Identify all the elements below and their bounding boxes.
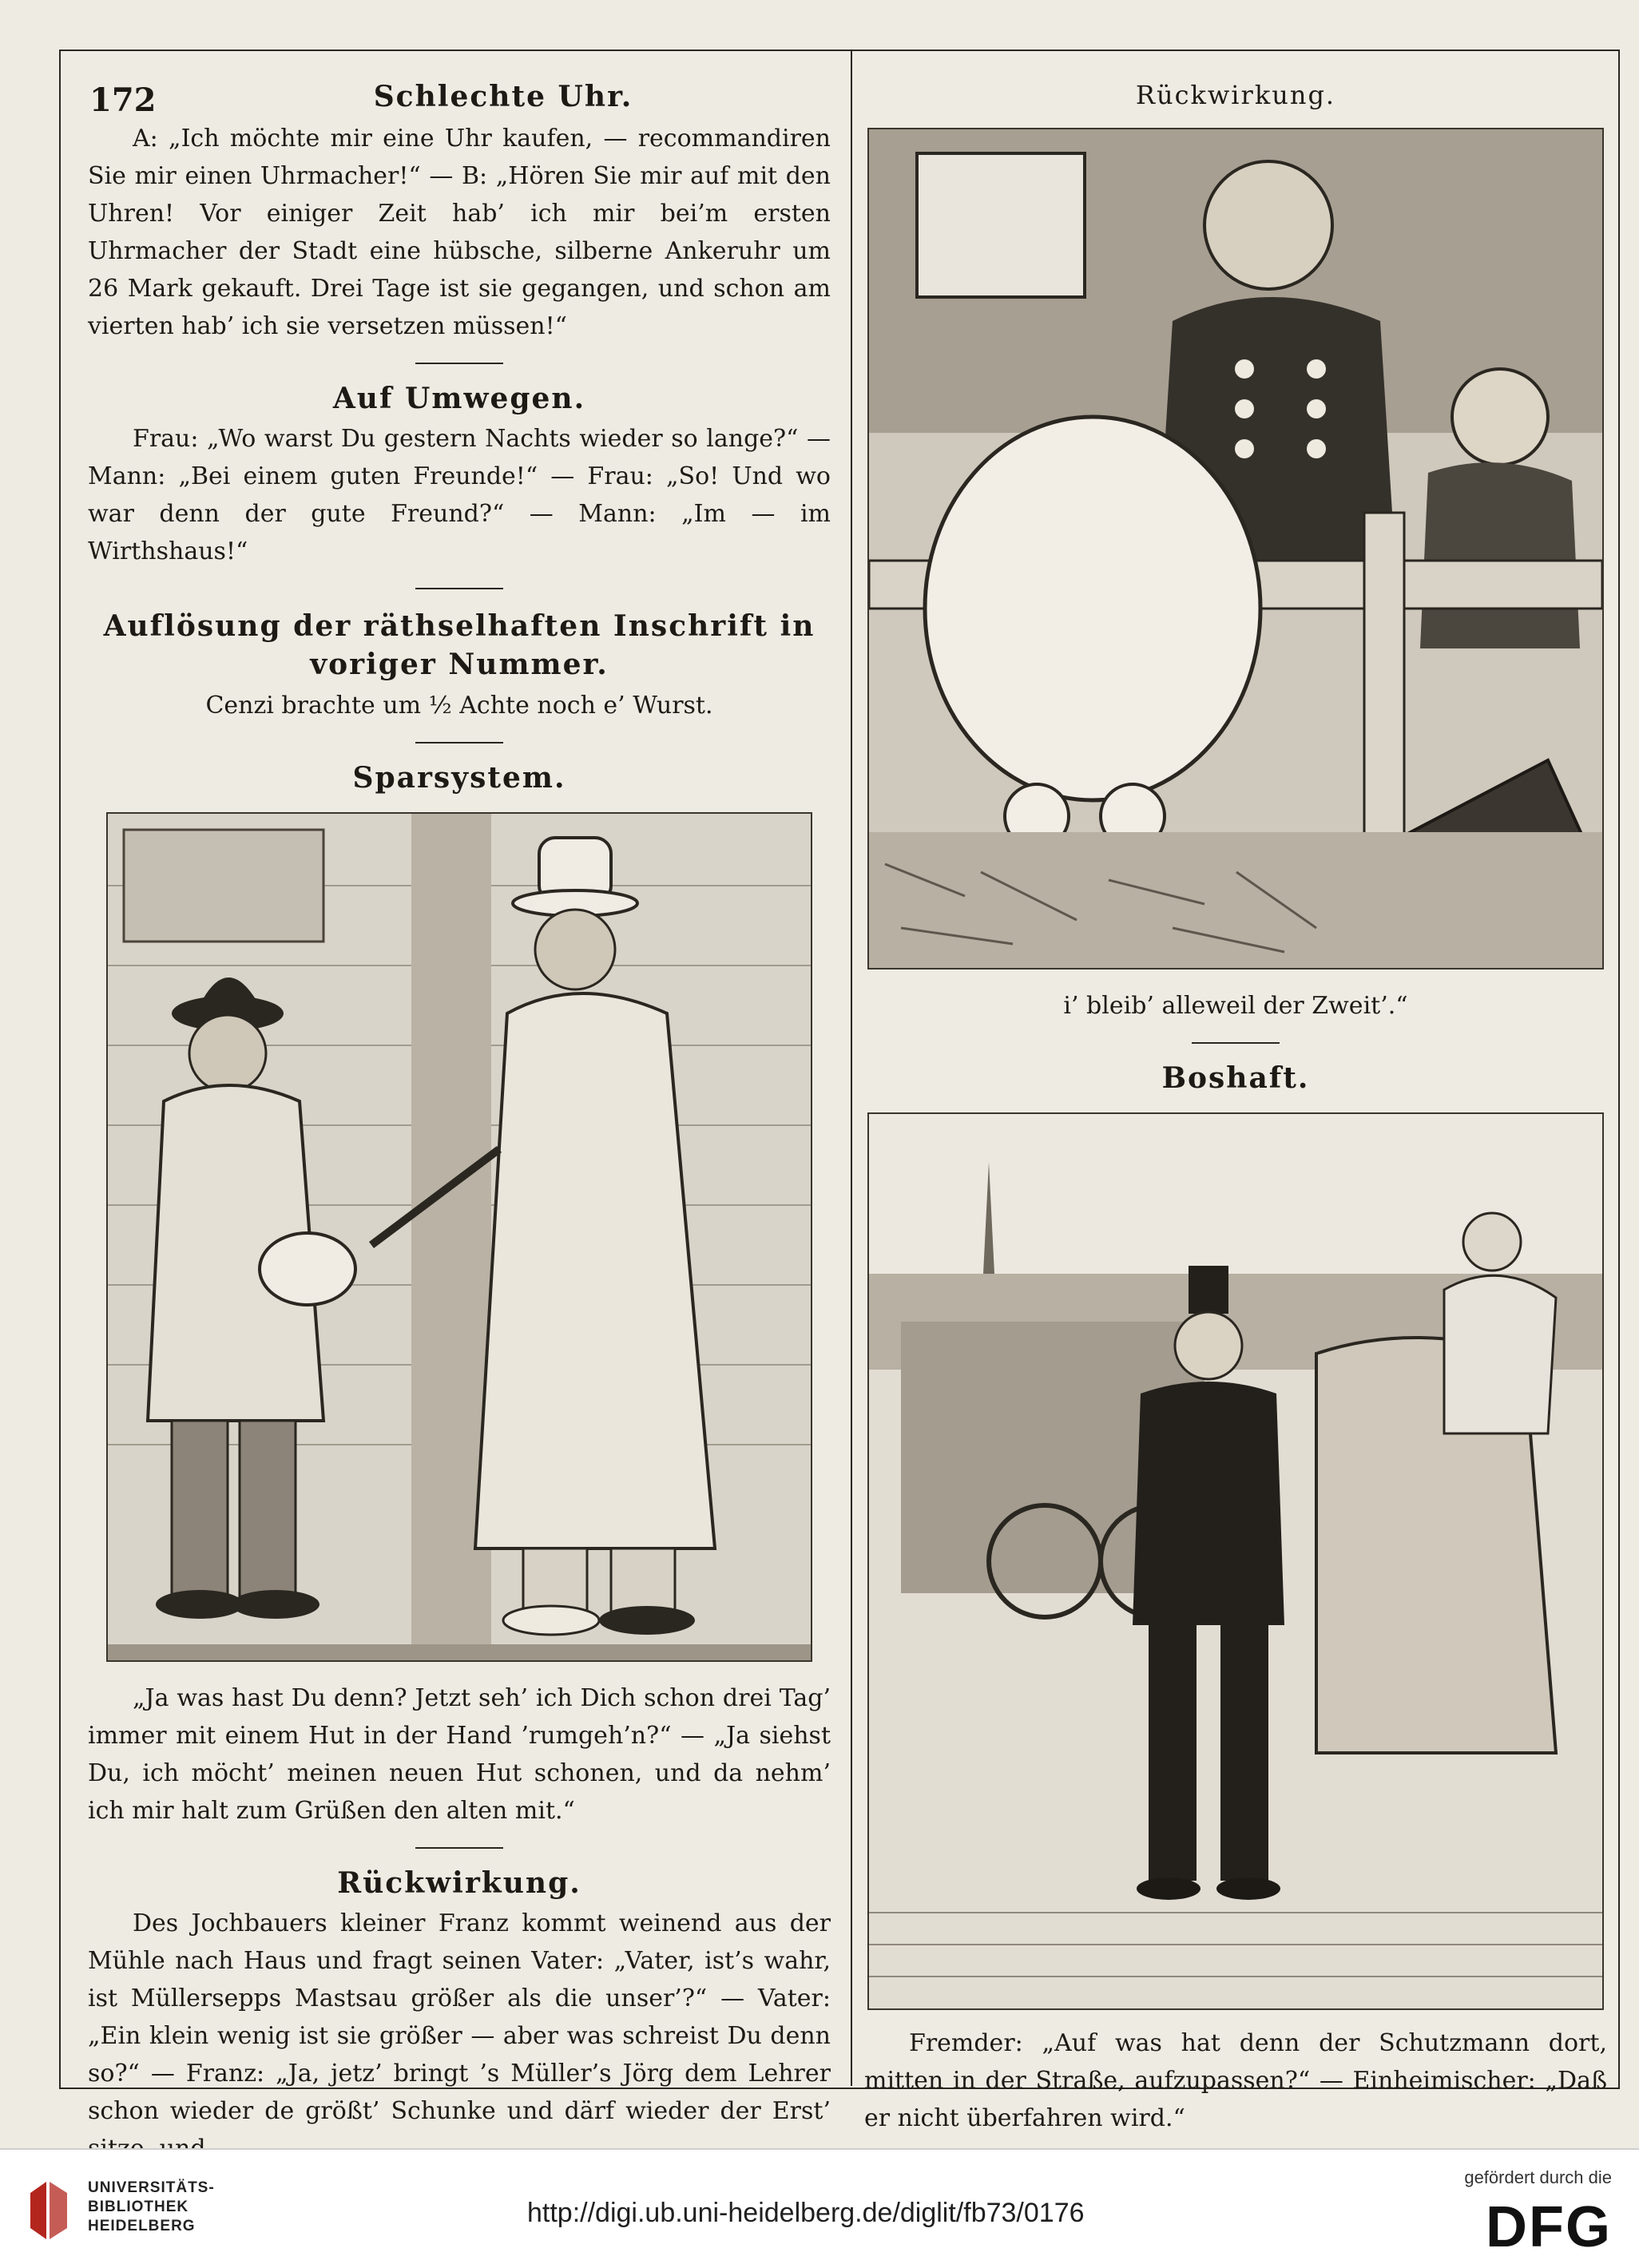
heading-rueckwirkung-left: Rückwirkung. xyxy=(337,1866,581,1900)
heading-boshaft: Boshaft. xyxy=(1161,1061,1310,1095)
heading-auf-umwegen: Auf Umwegen. xyxy=(332,382,586,415)
caption-boshaft: Fremder: „Auf was hat denn der Schutzmann dort, mitten in der Straße, aufzupassen?“ — Einheimischer: „Daß er nicht überfahren wird.“ xyxy=(864,2029,1607,2132)
separator xyxy=(415,363,503,364)
caption-sparsystem: „Ja was hast Du denn? Jetzt seh’ ich Dich schon drei Tag’ immer mit einem Hut in der Hand ’rumgeh’n?“ — „Ja siehst Du, ich möcht’ meinen neuen Hut schonen, und da nehm’ ich mir halt zum Grüßen den alten mit.“ xyxy=(88,1684,831,1825)
funding-caption: gefördert durch die xyxy=(1464,2167,1612,2187)
university-library-logo-icon xyxy=(22,2177,75,2244)
left-column xyxy=(88,80,831,2167)
heading-sparsystem: Sparsystem. xyxy=(352,761,566,795)
heading-aufloesung: Auflösung der räthselhaften Inschrift in voriger Nummer. xyxy=(103,609,816,681)
library-name-line: HEIDELBERG xyxy=(88,2218,196,2234)
text-aufloesung: Cenzi brachte um ½ Achte noch e’ Wurst. xyxy=(205,692,713,720)
dfg-logo: DFG xyxy=(1486,2195,1612,2259)
text-auf-umwegen: Frau: „Wo warst Du gestern Nachts wieder so lange?“ — Mann: „Bei einem guten Freunde!“ — Frau: „So! Und wo war denn der gute Freund?“ — Mann: „Im — im Wirthshaus!“ xyxy=(88,425,831,565)
viewer-footer xyxy=(0,2148,1639,2268)
library-name-line: BIBLIOTHEK xyxy=(88,2199,189,2215)
separator xyxy=(415,742,503,743)
library-name xyxy=(88,2179,215,2236)
page-number: 172 xyxy=(89,81,157,119)
separator xyxy=(1192,1042,1280,1044)
separator xyxy=(415,1847,503,1849)
separator xyxy=(415,588,503,589)
library-name-line: UNIVERSITÄTS- xyxy=(88,2179,215,2196)
illustration-farmer-pig-boy xyxy=(867,128,1604,969)
heading-rueckwirkung-right: Rückwirkung. xyxy=(1135,80,1336,110)
text-rueckwirkung: Des Jochbauers kleiner Franz kommt weinend aus der Mühle nach Haus und fragt seinen Vater: „Vater, ist’s wahr, ist Müllersepps Mastsau größer als die unser’?“ — Vater: „Ein klein wenig ist sie größer — aber was schreist Du denn so?“ — Franz: „Ja, jetz’ bringt ’s Müller’s Jörg dem Lehrer schon wieder de größt’ Schunke und därf wieder der Erst’ xyxy=(88,1909,831,2125)
illustration-two-men-with-hats xyxy=(106,812,812,1662)
illustration-policeman-in-traffic xyxy=(867,1112,1604,2010)
permalink-url[interactable]: http://digi.ub.uni-heidelberg.de/diglit/fb73/0176 xyxy=(527,2198,1085,2228)
column-divider xyxy=(851,50,852,2086)
text-schlechte-uhr: A: „Ich möchte mir eine Uhr kaufen, — recommandiren Sie mir einen Uhrmacher!“ — B: „Hören Sie mir auf mit den Uhren! Vor einiger Zeit hab’ ich mir bei’m ersten Uhrmacher der Stadt eine hübsche, silberne Ankeruhr um 26 Mark gekauft. Drei Tage ist sie gegangen, und schon am vierten hab’ ich sie versetzen müssen!“ xyxy=(88,125,831,340)
heading-schlechte-uhr: Schlechte Uhr. xyxy=(373,80,633,113)
right-column xyxy=(864,80,1607,2137)
caption-rueckwirkung: i’ bleib’ alleweil der Zweit’.“ xyxy=(1063,992,1408,1020)
